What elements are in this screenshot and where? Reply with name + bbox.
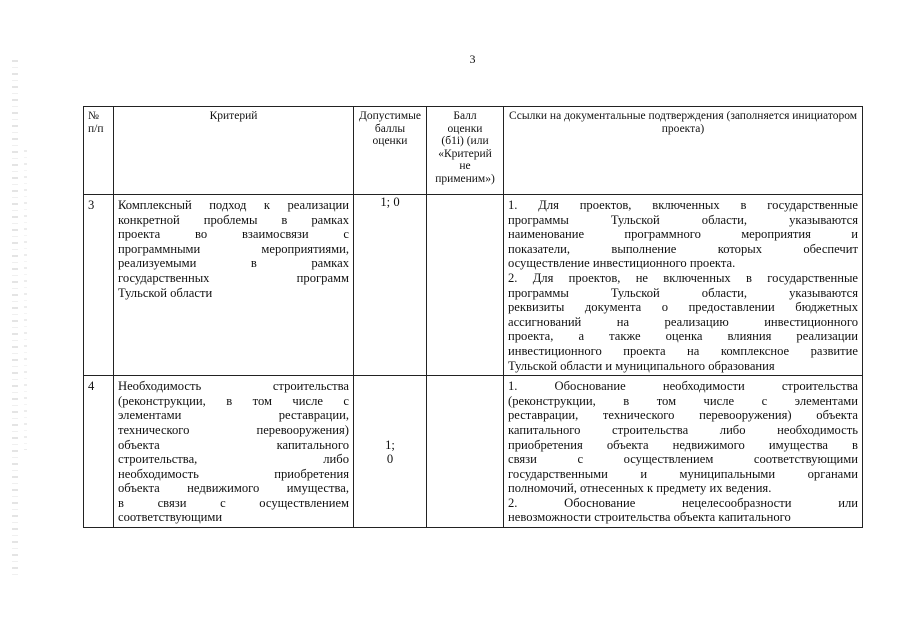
reference-line: государственными и муниципальными органами	[508, 466, 858, 481]
score-cell	[427, 195, 504, 376]
criterion-cell	[114, 376, 354, 528]
criterion-line: Комплексный подход к реализации	[118, 198, 349, 212]
header-score	[427, 107, 504, 195]
criterion-line: конкретной проблемы в рамках	[118, 212, 349, 227]
criterion-line: Необходимость строительства	[118, 379, 349, 394]
reference-line: наименование программного мероприятия и	[508, 227, 858, 242]
reference-line: 2. Для проектов, не включенных в государственные	[508, 270, 858, 285]
allowed-score-value: 1;	[385, 437, 395, 452]
criterion-cell	[114, 195, 354, 376]
page-number: 3	[469, 52, 476, 66]
allowed-scores-cell: 1; 0	[354, 195, 427, 376]
criteria-table	[83, 106, 863, 528]
reference-line: капитального строительства либо необходимость	[508, 422, 858, 437]
criterion-line: технического перевооружения)	[118, 422, 349, 437]
criterion-line: Тульской области	[118, 285, 213, 300]
scan-artifact	[24, 150, 27, 450]
reference-line: невозможности строительства объекта капитального	[508, 510, 791, 525]
references-cell	[504, 376, 863, 528]
header-allowed-scores: Допустимые баллы оценки	[354, 107, 427, 195]
criterion-line: необходимость приобретения	[118, 466, 349, 481]
criterion-line: программными мероприятиями,	[118, 241, 349, 256]
reference-line: 1. Обоснование необходимости строительства	[508, 379, 858, 394]
reference-line: полномочий, отнесенных к предмету их ведения.	[508, 481, 772, 496]
criterion-line: государственных программ	[118, 270, 349, 285]
criterion-line: объекта недвижимого имущества,	[118, 481, 349, 496]
criterion-line: (реконструкции, в том числе с	[118, 393, 349, 408]
reference-line: (реконструкции, в том числе с элементами	[508, 393, 858, 408]
header-number: № п/п	[84, 107, 114, 195]
reference-line: программы Тульской области, указываются	[508, 285, 858, 300]
criterion-line: строительства, либо	[118, 452, 349, 467]
score-cell	[427, 376, 504, 528]
reference-line: 2. Обоснование нецелесообразности или	[508, 495, 858, 510]
reference-line: приобретения объекта недвижимого имущества в	[508, 437, 858, 452]
header-score-line: применим»)	[435, 172, 495, 185]
header-score-line: Балл	[453, 110, 477, 122]
reference-line: проекта, а также оценка влияния реализации	[508, 329, 858, 344]
row-number: 4	[84, 376, 114, 528]
reference-line: программы Тульской области, указываются	[508, 212, 858, 227]
reference-line: реставрации, технического перевооружения) объекта	[508, 408, 858, 423]
allowed-scores-cell	[354, 376, 427, 528]
row-number: 3	[84, 195, 114, 376]
table-row	[84, 376, 863, 528]
allowed-score-value: 0	[386, 452, 394, 467]
reference-line: реквизиты документа о предоставлении бюджетных	[508, 300, 858, 315]
criterion-line: элементами реставрации,	[118, 408, 349, 423]
header-score-line: оценки	[447, 122, 483, 135]
criterion-line: реализуемыми в рамках	[118, 256, 349, 271]
header-references: Ссылки на документальные подтверждения (заполняется инициатором проекта)	[504, 107, 863, 195]
criterion-line: в связи с осуществлением	[118, 495, 349, 510]
reference-line: связи с осуществлением соответствующими	[508, 452, 858, 467]
header-criterion: Критерий	[114, 107, 354, 195]
header-score-line: не	[459, 160, 471, 172]
reference-line: инвестиционного проекта на комплексное развитие	[508, 343, 858, 358]
scan-artifact	[12, 60, 18, 580]
reference-line: 1. Для проектов, включенных в государственные	[508, 198, 858, 212]
criterion-line: объекта капитального	[118, 437, 349, 452]
reference-line: ассигнований на реализацию инвестиционного	[508, 314, 858, 329]
header-score-line: «Критерий	[438, 147, 492, 160]
table-header-row	[84, 107, 863, 195]
criterion-line: соответствующими	[118, 510, 223, 525]
reference-line: осуществление инвестиционного проекта.	[508, 256, 736, 271]
reference-line: показатели, выполнение которых обеспечит	[508, 241, 858, 256]
criterion-line: проекта во взаимосвязи с	[118, 227, 349, 242]
table-row	[84, 195, 863, 376]
references-cell	[504, 195, 863, 376]
reference-line: Тульской области и муниципального образования	[508, 358, 775, 373]
header-score-line: (б1i) (или	[441, 135, 489, 147]
